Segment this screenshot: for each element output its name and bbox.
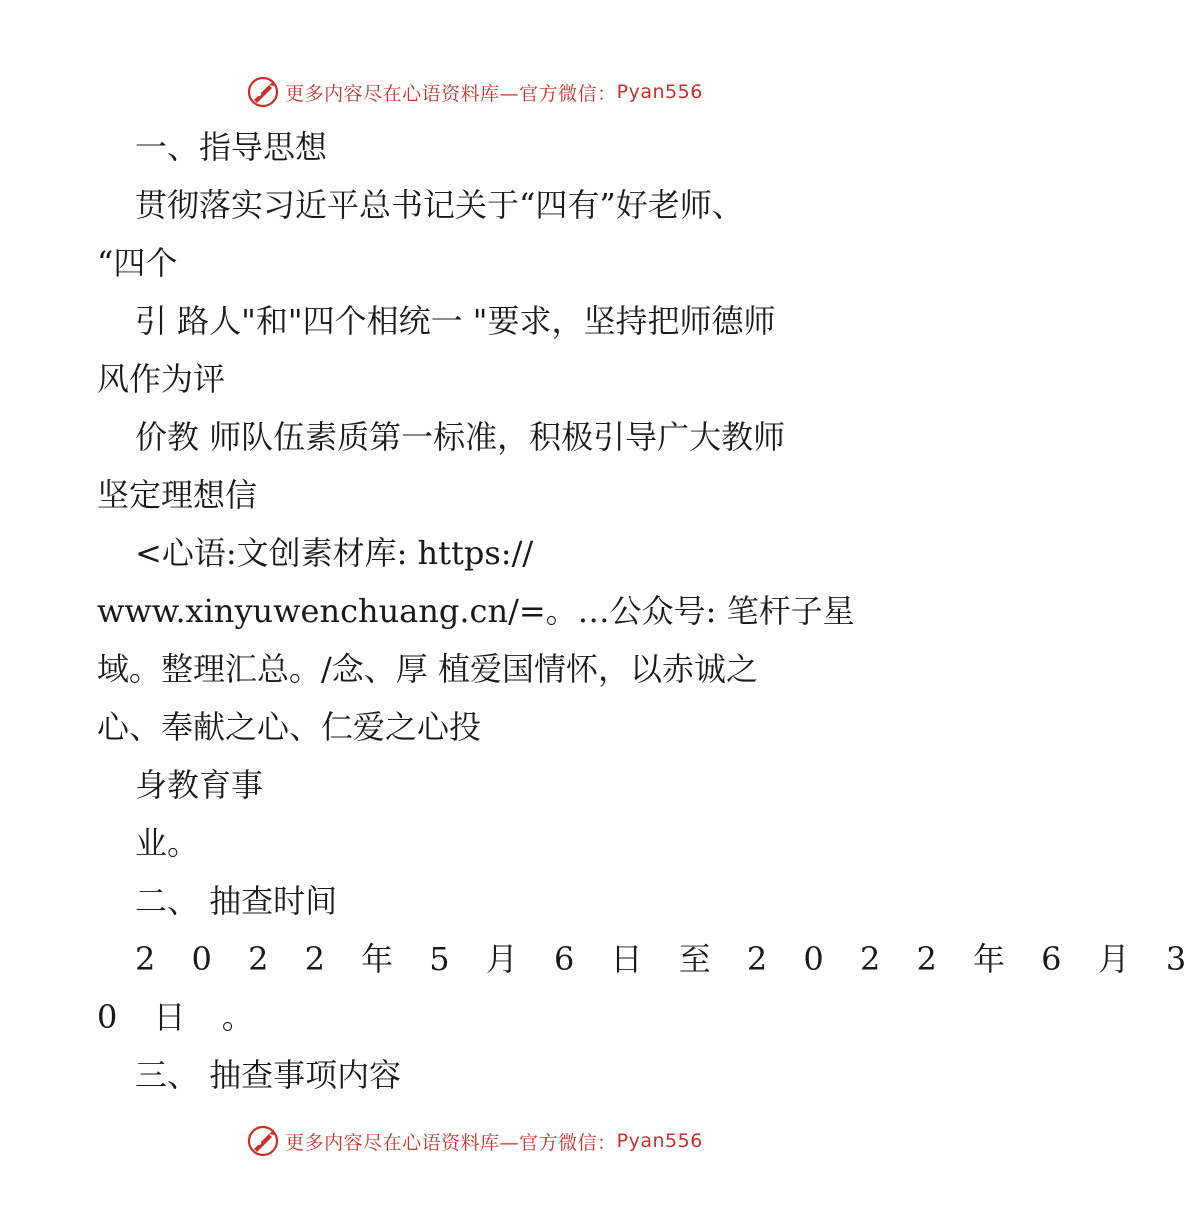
- watermark-wechat-id: Pyan556: [616, 1130, 703, 1152]
- watermark-wechat-id: Pyan556: [616, 81, 703, 103]
- quill-logo-icon: [247, 1125, 279, 1157]
- footer-watermark: [0, 1121, 950, 1161]
- text-line: 心、奉献之心、仁爱之心投: [97, 708, 482, 746]
- text-line: 坚定理想信: [97, 476, 258, 514]
- document-body: [97, 118, 1199, 1104]
- section-heading-1: 一、指导思想: [135, 128, 328, 166]
- date-range-line: 0 日 。: [97, 998, 267, 1036]
- text-line: 贯彻落实习近平总书记关于“四有”好老师、: [135, 186, 744, 224]
- text-line: 风作为评: [97, 360, 226, 398]
- text-line: 业。: [135, 824, 200, 862]
- quill-logo-icon: [247, 76, 279, 108]
- header-watermark: [0, 72, 950, 112]
- text-line: <心语:文创素材库: https://: [135, 534, 534, 572]
- text-line: www.xinyuwenchuang.cn/=。…公众号: 笔杆子星: [97, 592, 855, 630]
- text-line: 引 路人"和"四个相统一 "要求，坚持把师德师: [135, 302, 776, 340]
- section-heading-3: 三、 抽查事项内容: [135, 1056, 402, 1094]
- text-line: 身教育事: [135, 766, 264, 804]
- date-range-line: 2 0 2 2 年 5 月 6 日 至 2 0 2 2 年 6 月 3: [135, 940, 1199, 978]
- text-line: 价教 师队伍素质第一标准，积极引导广大教师: [135, 418, 786, 456]
- text-line: “四个: [97, 244, 178, 282]
- watermark-text: 更多内容尽在心语资料库—官方微信：: [285, 82, 617, 105]
- section-heading-2: 二、 抽查时间: [135, 882, 338, 920]
- text-line: 域。整理汇总。/念、厚 植爱国情怀，以赤诚之: [97, 650, 758, 688]
- watermark-text: 更多内容尽在心语资料库—官方微信：: [285, 1131, 617, 1154]
